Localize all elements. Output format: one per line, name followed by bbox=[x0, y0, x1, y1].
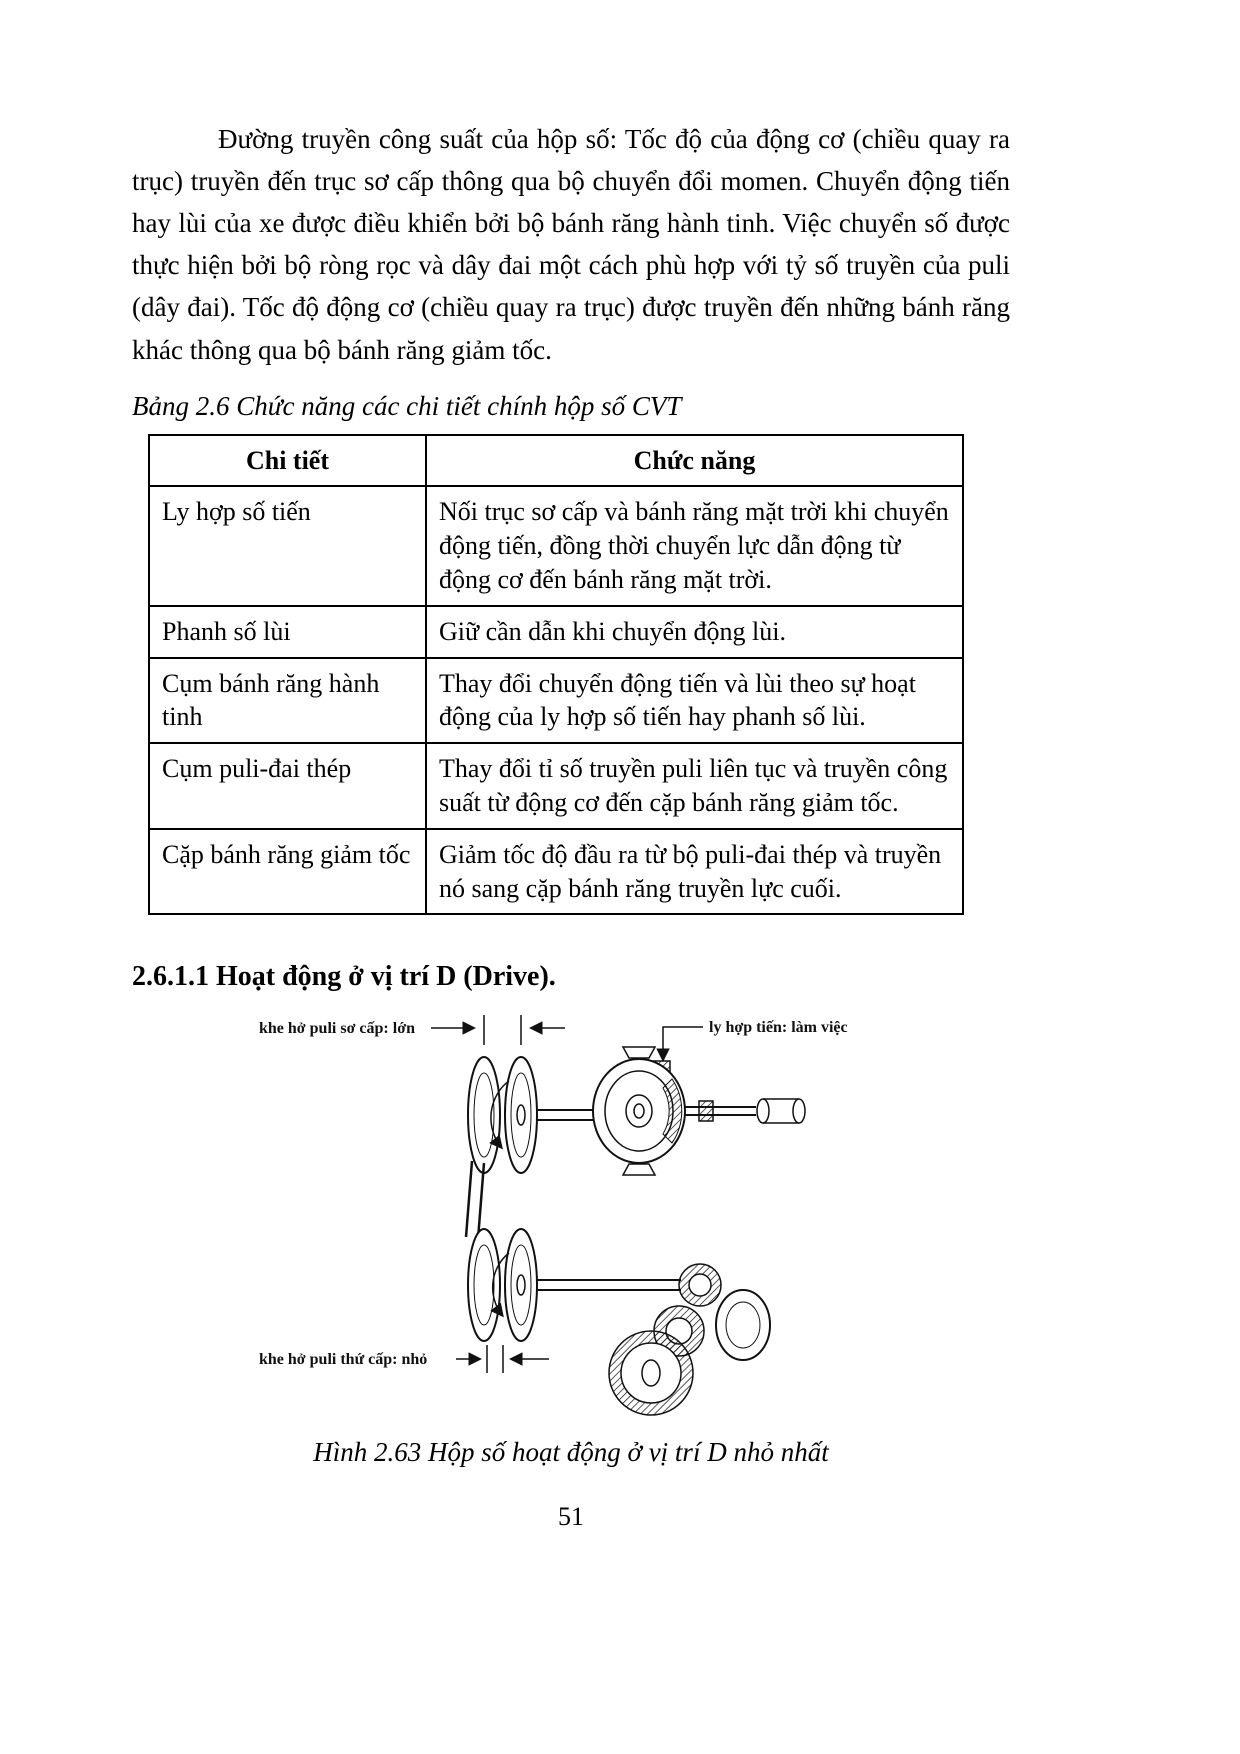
intro-paragraph: Đường truyền công suất của hộp số: Tốc độ của động cơ (chiều quay ra trục) truyền đến trục sơ cấp thông qua bộ chuyển đổi momen. Chuyển động tiến hay lùi của xe được điều khiển bởi bộ bánh răng hành tinh. Việc chuyển số được thực hiện bởi bộ ròng rọc và dây đai một cách phù hợp với tỷ số truyền của puli (dây đai). Tốc độ động cơ (chiều quay ra trục) được truyền đến những bánh răng khác thông qua bộ bánh răng giảm tốc. bbox=[132, 124, 1010, 365]
function-cell: Thay đổi tỉ số truyền puli liên tục và truyền công suất từ động cơ đến cặp bánh răng giảm tốc. bbox=[426, 743, 963, 829]
table-row bbox=[149, 606, 963, 658]
function-cell: Nối trục sơ cấp và bánh răng mặt trời khi chuyển động tiến, đồng thời chuyển lực dẫn động từ động cơ đến bánh răng mặt trời. bbox=[426, 486, 963, 605]
col-header-function: Chức năng bbox=[426, 435, 963, 487]
cvt-diagram bbox=[251, 1011, 891, 1423]
table-row bbox=[149, 658, 963, 744]
part-cell: Cặp bánh răng giảm tốc bbox=[149, 829, 426, 915]
forward-clutch-label: ly hợp tiến: làm việc bbox=[709, 1019, 848, 1037]
table-row bbox=[149, 829, 963, 915]
diagram-linework bbox=[431, 1015, 805, 1415]
table-caption: Bảng 2.6 Chức năng các chi tiết chính hộp số CVT bbox=[132, 390, 682, 421]
part-cell: Cụm bánh răng hành tinh bbox=[149, 658, 426, 744]
section-heading: 2.6.1.1 Hoạt động ở vị trí D (Drive). bbox=[132, 961, 556, 993]
part-cell: Cụm puli-đai thép bbox=[149, 743, 426, 829]
cvt-parts-table bbox=[148, 434, 964, 916]
secondary-gap-label: khe hở puli thứ cấp: nhỏ bbox=[259, 1351, 428, 1369]
function-cell: Thay đổi chuyển động tiến và lùi theo sự hoạt động của ly hợp số tiến hay phanh số lùi. bbox=[426, 658, 963, 744]
primary-gap-label: khe hở puli sơ cấp: lớn bbox=[259, 1020, 415, 1038]
col-header-part: Chi tiết bbox=[149, 435, 426, 487]
function-cell: Giữ cần dẫn khi chuyển động lùi. bbox=[426, 606, 963, 658]
table-row bbox=[149, 743, 963, 829]
figure-caption: Hình 2.63 Hộp số hoạt động ở vị trí D nhỏ nhất bbox=[313, 1437, 829, 1468]
page-number: 51 bbox=[558, 1502, 584, 1532]
function-cell: Giảm tốc độ đầu ra từ bộ puli-đai thép và truyền nó sang cặp bánh răng truyền lực cuối. bbox=[426, 829, 963, 915]
figure-diagram bbox=[251, 1011, 891, 1423]
table-row bbox=[149, 486, 963, 605]
table-header-row bbox=[149, 435, 963, 487]
part-cell: Phanh số lùi bbox=[149, 606, 426, 658]
part-cell: Ly hợp số tiến bbox=[149, 486, 426, 605]
